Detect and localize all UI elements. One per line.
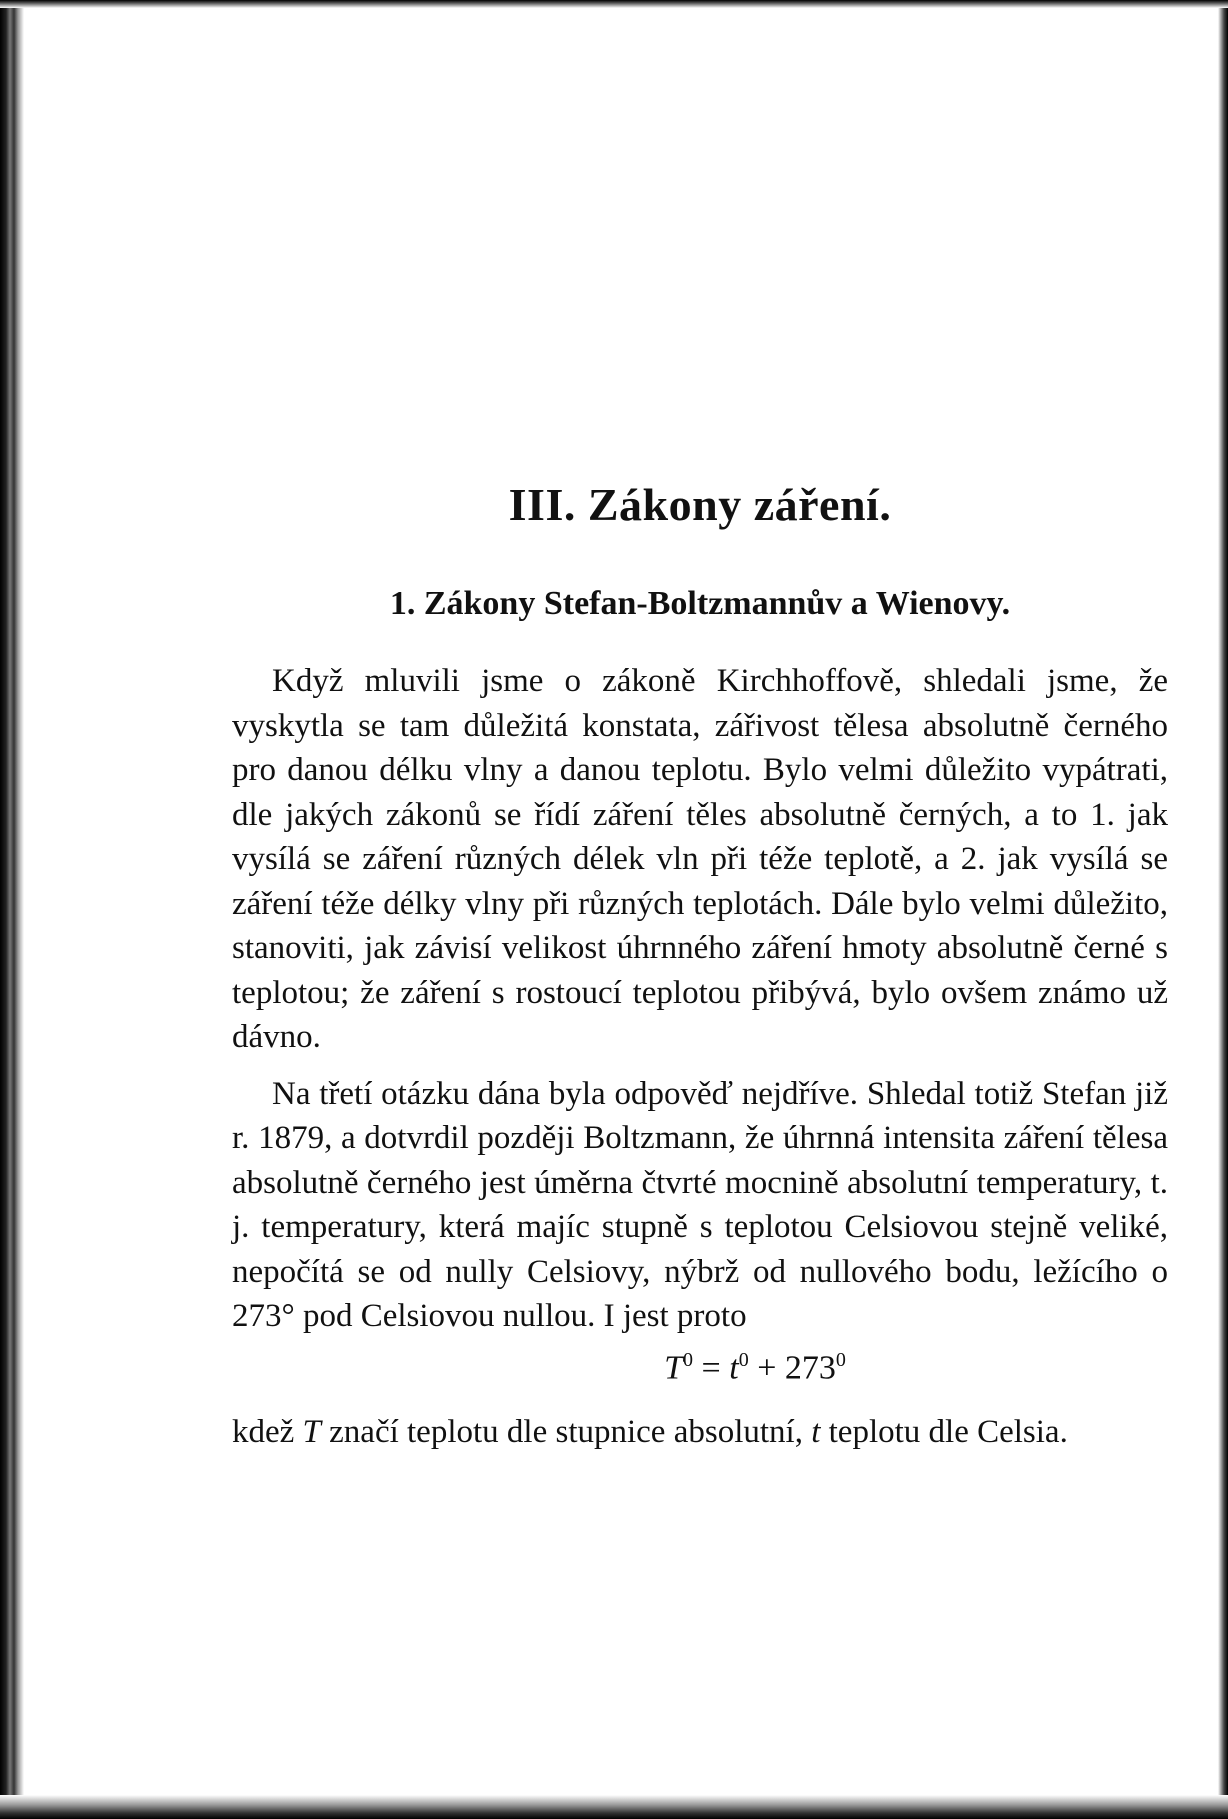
formula-lhs-sup: 0 [683,1348,694,1371]
note-var-T: T [302,1413,321,1450]
formula-explanation [232,1409,1168,1455]
formula-rhs-sup: 0 [738,1348,749,1371]
note-text: značí teplotu dle stupnice absolutní, [320,1413,812,1450]
note-text: teplotu dle Celsia. [820,1413,1068,1450]
chapter-title: III. Zákony záření. [508,479,892,530]
formula-constant: 273 [784,1348,836,1386]
note-var-t: t [811,1413,821,1450]
formula-constant-sup: 0 [835,1348,846,1371]
page-content [232,478,1168,1455]
formula [232,1349,1168,1387]
paragraph: Na třetí otázku dána byla odpověď nejdříve. Shledal totiž Stefan již r. 1879, a dotvrdil později Boltzmann, že úhrnná intensita záření tělesa absolutně černého jest úměrna čtvrté mocnině absolutní temperatury, t. j. temperatury, která majíc stupně s teplotou Celsiovou stejně veliké, nepočítá se od nully Celsiovy, nýbrž od nullového bodu, ležícího o 273° pod Celsiovou nullou. I jest proto [232,1075,1168,1334]
page-right-edge [1218,0,1228,1819]
note-text: kdež [232,1413,303,1450]
page-binding-edge [0,0,24,1819]
formula-lhs-var: T [664,1348,684,1386]
section-title: 1. Zákony Stefan-Boltzmannův a Wienovy. [389,585,1011,622]
page-top-edge [0,0,1228,8]
paragraph: Když mluvili jsme o zákoně Kirchhoffově, shledali jsme, že vyskytla se tam důležitá konstata, zářivost tělesa absolutně černého pro danou délku vlny a danou teplotu. Bylo velmi důležito vypátrati, dle jakých zákonů se řídí záření těles absolutně černých, a to 1. jak vysílá se záření různých délek vln při téže teplotě, a 2. jak vysílá se záření téže délky vlny při různých teplotách. Dále bylo velmi důležito, stanoviti, jak závisí velikost úhrnného záření hmoty absolutně černé s teplotou; že záření s rostoucí teplotou přibývá, bylo ovšem známo už dávno. [232,663,1168,1055]
formula-plus: + [757,1348,777,1386]
formula-rhs-var: t [729,1348,739,1386]
formula-equals: = [701,1348,721,1386]
page-bottom-edge [0,1795,1228,1819]
